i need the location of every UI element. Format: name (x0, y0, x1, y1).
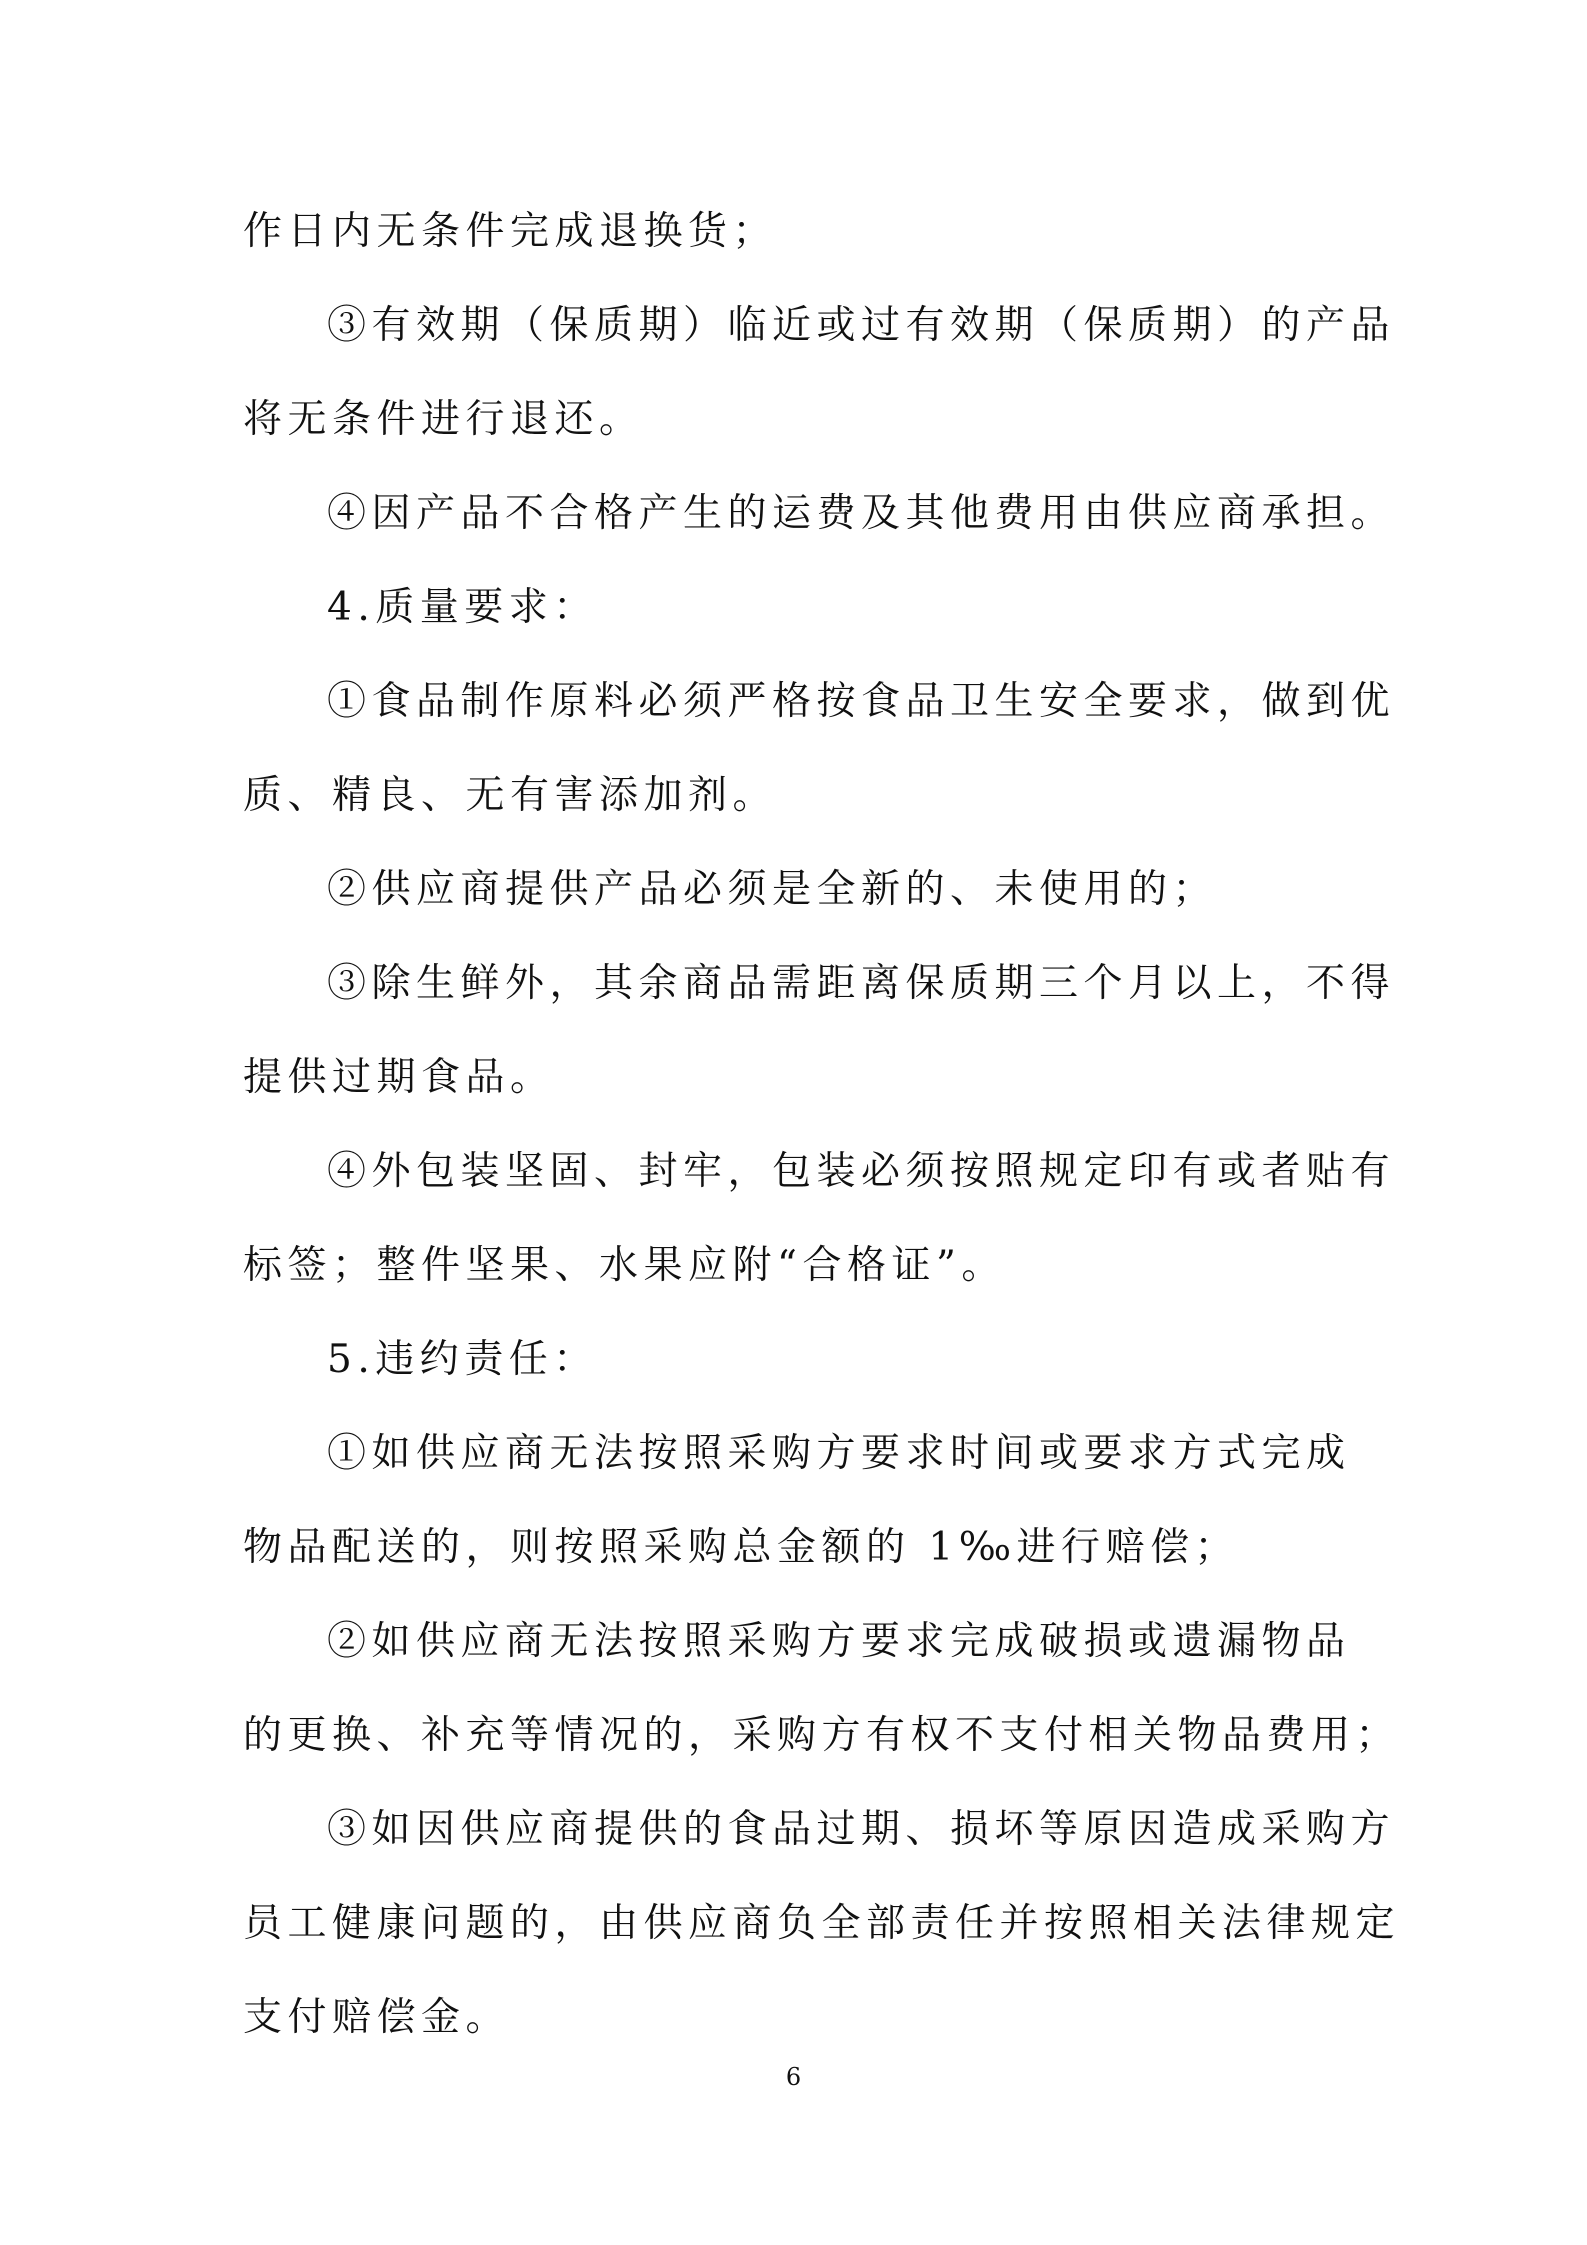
page-number: 6 (785, 2063, 802, 2091)
section-heading: 5.违约责任： (327, 1337, 598, 1382)
body-line: 作日内无条件完成退换货； (243, 209, 778, 254)
body-line: 的更换、补充等情况的，采购方有权不支付相关物品费用； (243, 1713, 1401, 1758)
list-item: ①食品制作原料必须严格按食品卫生安全要求，做到优 (327, 679, 1396, 724)
list-item: ③除生鲜外，其余商品需距离保质期三个月以上，不得 (327, 961, 1396, 1006)
list-item: ①如供应商无法按照采购方要求时间或要求方式完成 (327, 1431, 1351, 1476)
section-heading: 4.质量要求： (327, 585, 598, 630)
list-item: ③如因供应商提供的食品过期、损坏等原因造成采购方 (327, 1807, 1396, 1852)
body-line: 员工健康问题的，由供应商负全部责任并按照相关法律规定 (243, 1901, 1401, 1946)
list-item: ②如供应商无法按照采购方要求完成破损或遗漏物品 (327, 1619, 1351, 1664)
body-line: 标签；整件坚果、水果应附“合格证”。 (243, 1243, 1006, 1288)
body-line: 将无条件进行退还。 (243, 397, 644, 442)
list-item: ③有效期（保质期）临近或过有效期（保质期）的产品 (327, 303, 1396, 348)
body-line: 支付赔偿金。 (243, 1995, 511, 2040)
list-item: ④外包装坚固、封牢，包装必须按照规定印有或者贴有 (327, 1149, 1396, 1194)
body-line: 质、精良、无有害添加剂。 (243, 773, 778, 818)
list-item: ②供应商提供产品必须是全新的、未使用的； (327, 867, 1218, 912)
body-line: 提供过期食品。 (243, 1055, 555, 1100)
list-item: ④因产品不合格产生的运费及其他费用由供应商承担。 (327, 491, 1396, 536)
body-line: 物品配送的，则按照采购总金额的 1‰进行赔偿； (243, 1525, 1240, 1570)
document-body (243, 203, 1401, 2083)
